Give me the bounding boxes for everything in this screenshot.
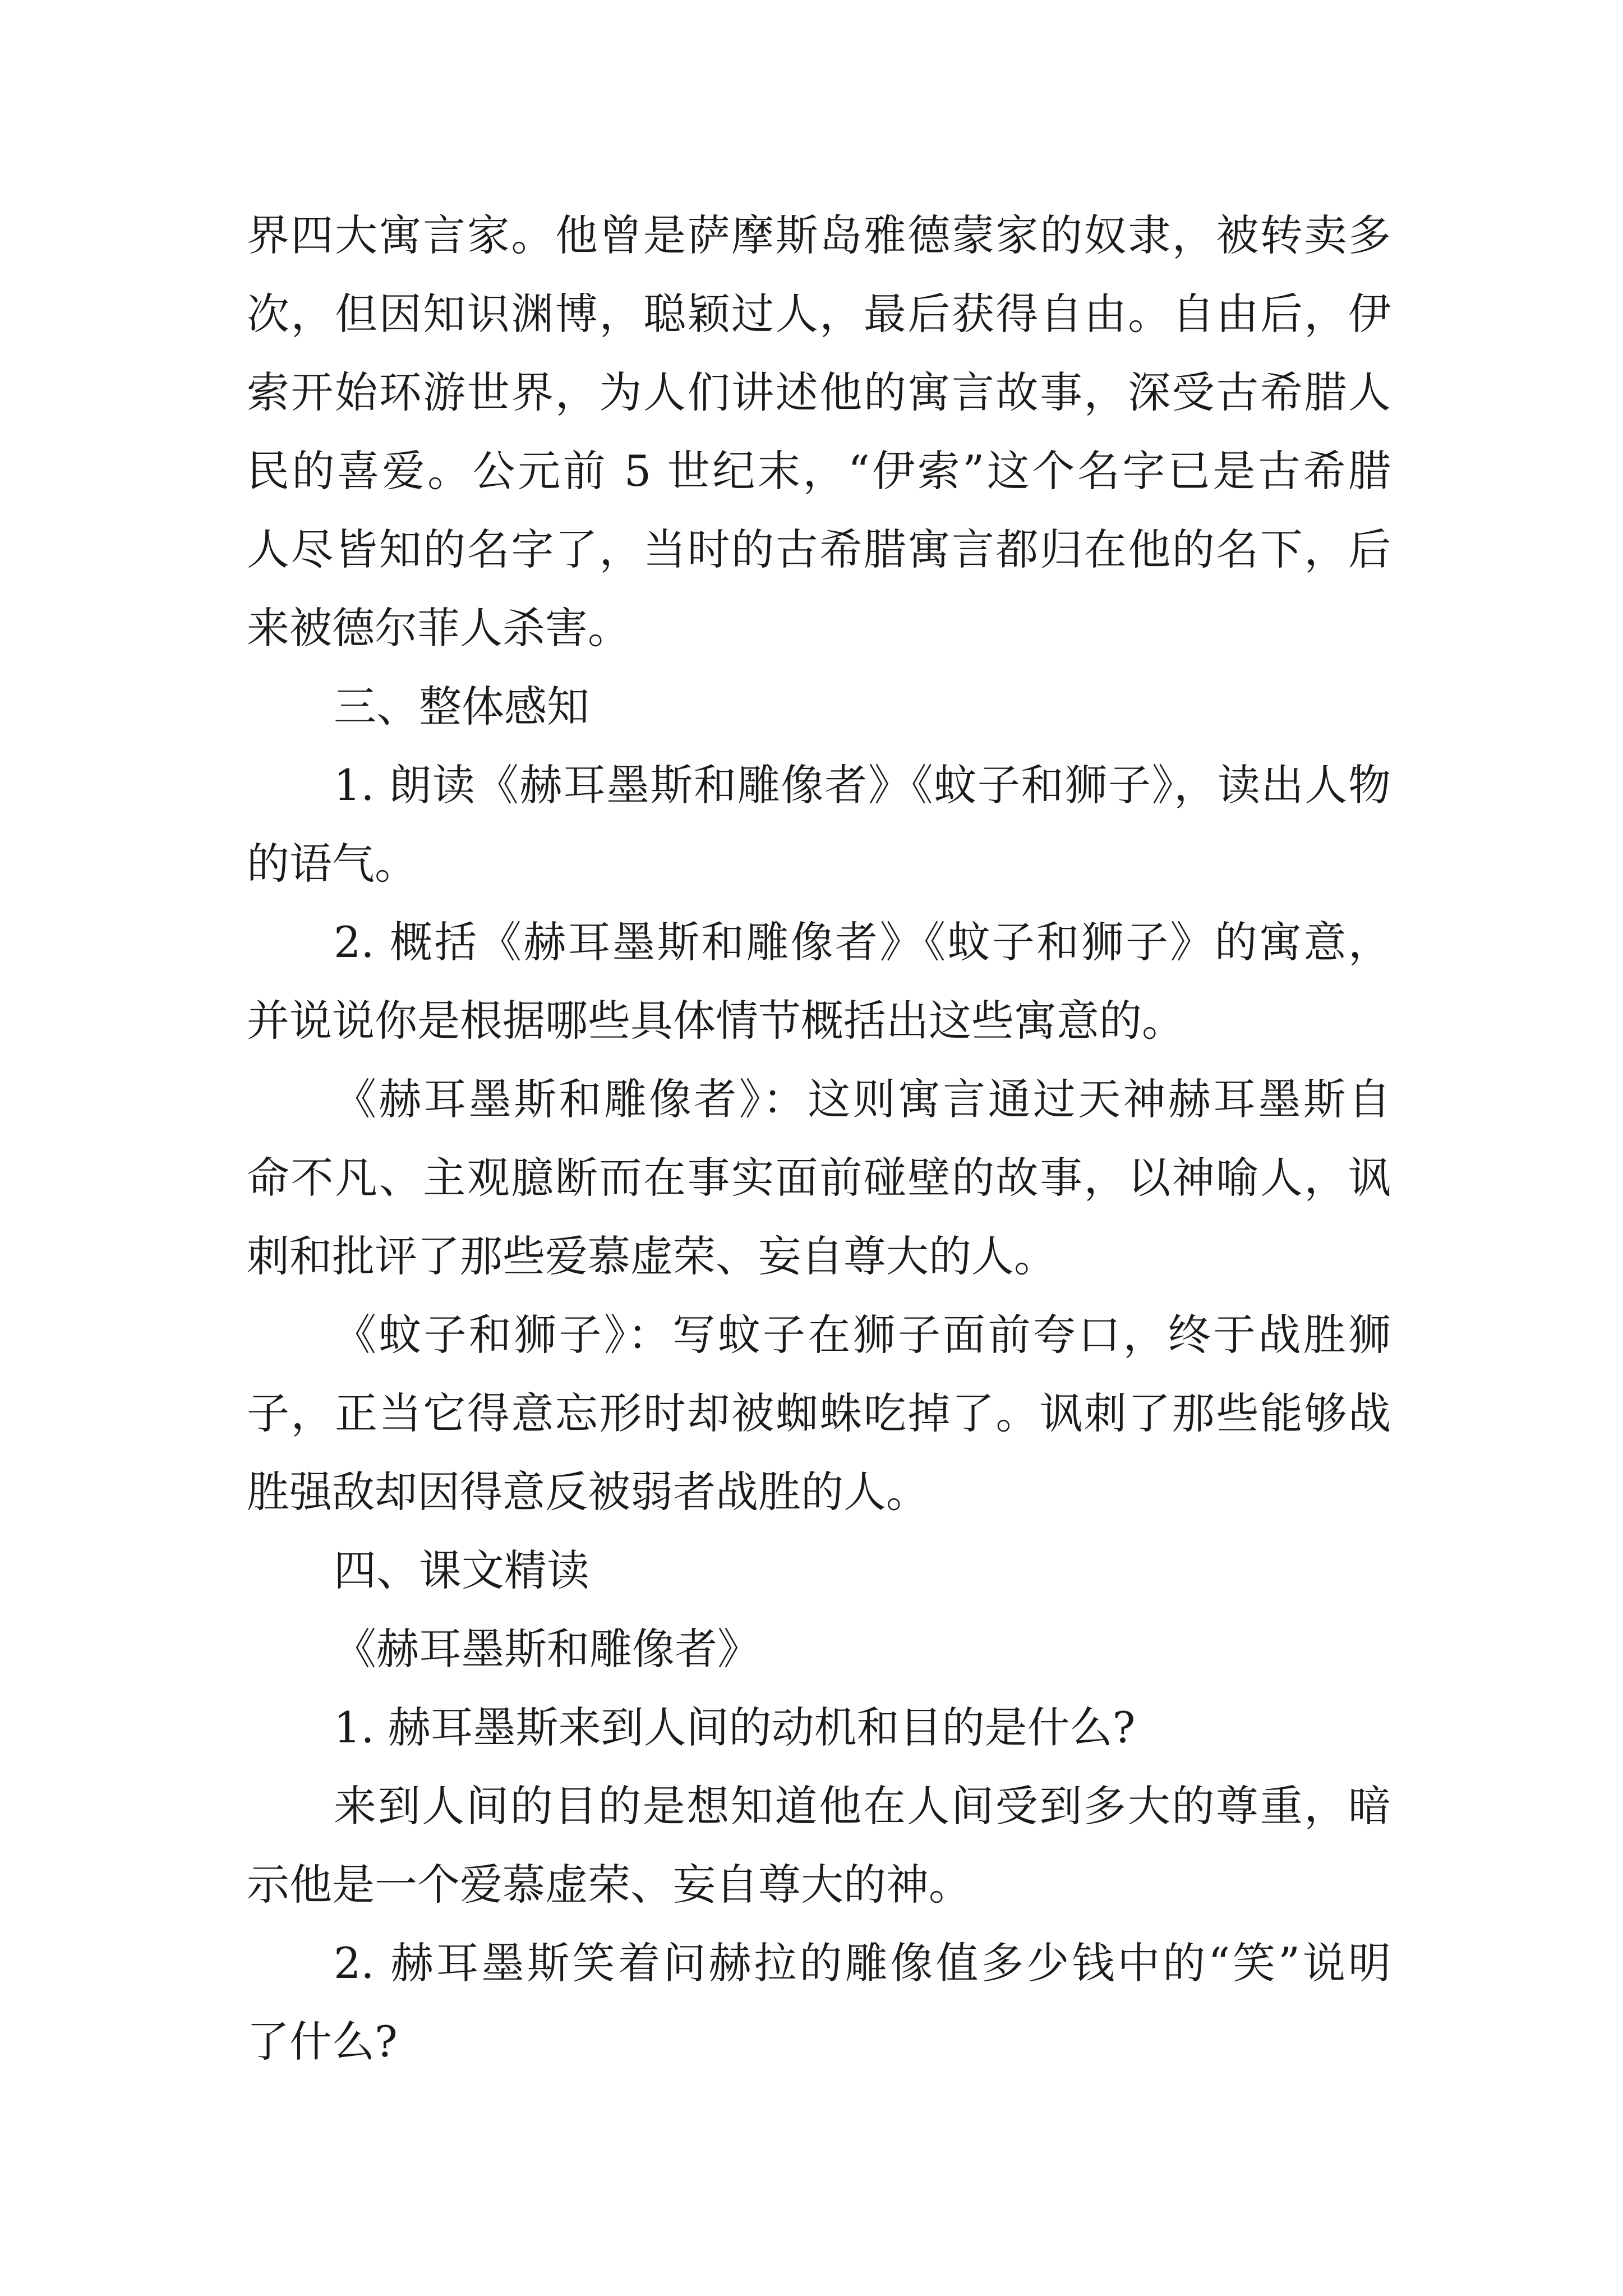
section-heading: 四、课文精读 <box>334 1545 589 1595</box>
text-line: 人尽皆知的名字了，当时的古希腊寓言都归在他的名下，后 <box>247 524 1391 574</box>
text-line: 来被德尔菲人杀害。 <box>247 603 630 653</box>
text-line: 索开始环游世界，为人们讲述他的寓言故事，深受古希腊人 <box>247 367 1391 417</box>
text-line: 子，正当它得意忘形时却被蜘蛛吃掉了。讽刺了那些能够战 <box>247 1388 1391 1438</box>
text-line: 界四大寓言家。他曾是萨摩斯岛雅德蒙家的奴隶，被转卖多 <box>247 210 1391 260</box>
question-item: 2. 赫耳墨斯笑着问赫拉的雕像值多少钱中的“笑”说明 <box>334 1938 1391 1988</box>
text-line: 次，但因知识渊博，聪颖过人，最后获得自由。自由后，伊 <box>247 289 1391 339</box>
answer-paragraph: 《赫耳墨斯和雕像者》：这则寓言通过天神赫耳墨斯自 <box>334 1074 1391 1124</box>
text-line: 胜强敌却因得意反被弱者战胜的人。 <box>247 1467 929 1517</box>
text-line: 示他是一个爱慕虚荣、妄自尊大的神。 <box>247 1860 971 1910</box>
text-line: 刺和批评了那些爱慕虚荣、妄自尊大的人。 <box>247 1231 1057 1281</box>
answer-paragraph: 来到人间的目的是想知道他在人间受到多大的尊重，暗 <box>334 1781 1391 1831</box>
subsection-title: 《赫耳墨斯和雕像者》 <box>334 1624 760 1674</box>
text-line: 的语气。 <box>247 839 417 889</box>
text-line: 了什么? <box>247 2017 398 2067</box>
text-line: 并说说你是根据哪些具体情节概括出这些寓意的。 <box>247 996 1184 1046</box>
text-line: 民的喜爱。公元前 5 世纪末，“伊索”这个名字已是古希腊 <box>247 446 1391 496</box>
answer-paragraph: 《蚊子和狮子》：写蚊子在狮子面前夸口，终于战胜狮 <box>334 1310 1391 1360</box>
question-item: 1. 赫耳墨斯来到人间的动机和目的是什么? <box>334 1703 1136 1752</box>
text-line: 命不凡、主观臆断而在事实面前碰壁的故事，以神喻人，讽 <box>247 1153 1391 1203</box>
question-item: 1. 朗读《赫耳墨斯和雕像者》《蚊子和狮子》，读出人物 <box>334 760 1391 810</box>
question-item: 2. 概括《赫耳墨斯和雕像者》《蚊子和狮子》的寓意， <box>334 917 1391 967</box>
section-heading: 三、整体感知 <box>334 682 589 731</box>
